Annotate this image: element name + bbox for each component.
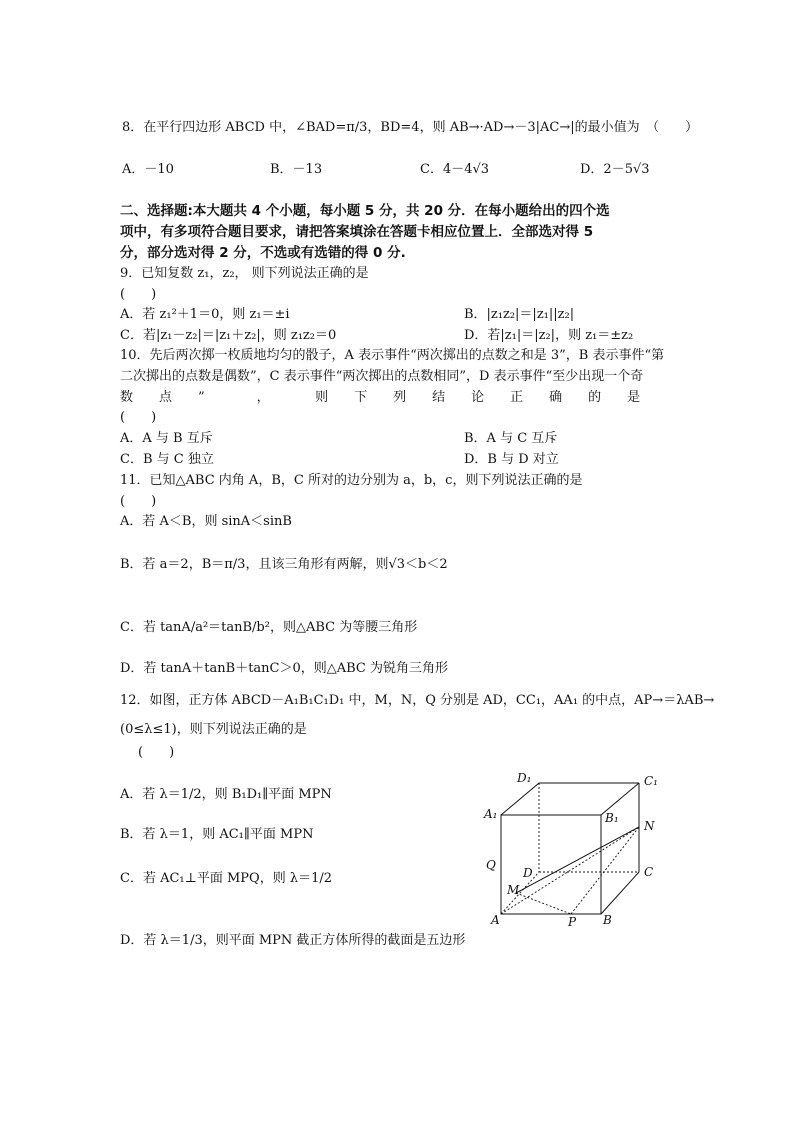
q12-option-c[interactable]: C．若 AC₁⊥平面 MPQ，则 λ＝1/2	[120, 871, 332, 886]
front-face	[501, 815, 601, 914]
segment-mn	[516, 827, 639, 893]
q12-option-d[interactable]: D．若 λ＝1/3，则平面 MPN 截正方体所得的截面是五边形	[120, 933, 466, 948]
q10-bracket: ( )	[120, 410, 157, 425]
q10-stem-line-1: 10．先后两次掷一枚质地均匀的骰子，A 表示事件“两次掷出的点数之和是 3”，B 表示事件“第	[120, 348, 665, 363]
q12-option-a[interactable]: A．若 λ＝1/2，则 B₁D₁∥平面 MPN	[120, 787, 332, 802]
segment-pn-hidden	[571, 827, 639, 914]
label-d: D	[523, 866, 533, 880]
q12-stem-line-2: (0≤λ≤1)，则下列说法正确的是	[120, 722, 307, 737]
label-m: M	[507, 883, 520, 897]
q9-option-d[interactable]: D．若|z₁|＝|z₂|，则 z₁＝±z₂	[464, 328, 634, 343]
segment-mp-hidden	[516, 893, 571, 914]
edge-bc	[601, 872, 639, 914]
q11-option-d[interactable]: D．若 tanA＋tanB＋tanC＞0，则△ABC 为锐角三角形	[120, 661, 449, 676]
label-a: A	[491, 913, 500, 927]
q9-bracket: ( )	[120, 287, 157, 302]
q8-option-a[interactable]: A．－10	[122, 162, 174, 177]
q12-option-b[interactable]: B．若 λ＝1，则 AC₁∥平面 MPN	[120, 827, 314, 842]
q11-option-b[interactable]: B．若 a＝2，B＝π/3，且该三角形有两解，则√3＜b＜2	[120, 557, 448, 572]
cube-figure	[480, 770, 670, 930]
q10-stem-line-3: 数 点 ” ， 则 下 列 结 论 正 确 的 是	[120, 390, 641, 405]
q10-option-a[interactable]: A．A 与 B 互斥	[120, 431, 213, 446]
label-d1: D₁	[517, 771, 532, 785]
q9-option-b[interactable]: B．|z₁z₂|＝|z₁||z₂|	[464, 307, 575, 322]
q10-option-d[interactable]: D．B 与 D 对立	[464, 452, 559, 467]
label-c: C	[644, 865, 654, 879]
q8-option-c[interactable]: C．4－4√3	[420, 162, 490, 177]
q11-bracket: ( )	[120, 494, 157, 509]
section2-line-2: 项中，有多项符合题目要求，请把答案填涂在答题卡相应位置上．全部选对得 5	[120, 224, 594, 240]
label-b: B	[603, 913, 612, 927]
q8-option-b[interactable]: B．－13	[270, 162, 323, 177]
q11-option-c[interactable]: C．若 tanA/a²＝tanB/b²，则△ABC 为等腰三角形	[120, 620, 418, 635]
q10-option-b[interactable]: B．A 与 C 互斥	[464, 431, 558, 446]
label-n: N	[644, 819, 655, 833]
section2-line-1: 二、选择题:本大题共 4 个小题，每小题 5 分，共 20 分．在每小题给出的四个选	[120, 203, 610, 219]
q9-option-a[interactable]: A．若 z₁²＋1＝0，则 z₁＝±i	[120, 307, 290, 322]
q9-option-c[interactable]: C．若|z₁－z₂|＝|z₁＋z₂|，则 z₁z₂＝0	[120, 328, 337, 343]
q11-stem: 11．已知△ABC 内角 A，B，C 所对的边分别为 a，b，c，则下列说法正确的是	[120, 473, 583, 488]
q10-stem-line-2: 二次掷出的点数是偶数”，C 表示事件“两次掷出的点数相同”，D 表示事件“至少出现一个奇	[120, 369, 644, 384]
q11-option-a[interactable]: A．若 A＜B，则 sinA＜sinB	[120, 514, 292, 529]
label-q: Q	[486, 858, 496, 872]
label-b1: B₁	[605, 811, 619, 825]
q12-stem-line-1: 12．如图，正方体 ABCD－A₁B₁C₁D₁ 中，M，N，Q 分别是 AD，CC₁，AA₁ 的中点，AP→＝λAB→	[120, 693, 715, 708]
q10-option-c[interactable]: C．B 与 C 独立	[120, 452, 214, 467]
edge-a1d1	[501, 783, 539, 815]
label-p: P	[568, 915, 577, 929]
q8-option-d[interactable]: D．2－5√3	[580, 162, 650, 177]
label-c1: C₁	[644, 774, 658, 788]
q9-stem: 9．已知复数 z₁，z₂， 则下列说法正确的是	[120, 266, 369, 281]
label-a1: A₁	[484, 807, 498, 821]
q8-stem: 8．在平行四边形 ABCD 中，∠BAD=π/3，BD=4，则 AB→·AD→－3|AC→|的最小值为 （ ）	[122, 120, 699, 135]
section2-line-3: 分，部分选对得 2 分，不选或有选错的得 0 分.	[120, 245, 406, 261]
q12-bracket: ( )	[138, 745, 175, 760]
segment-an-hidden	[501, 827, 639, 914]
